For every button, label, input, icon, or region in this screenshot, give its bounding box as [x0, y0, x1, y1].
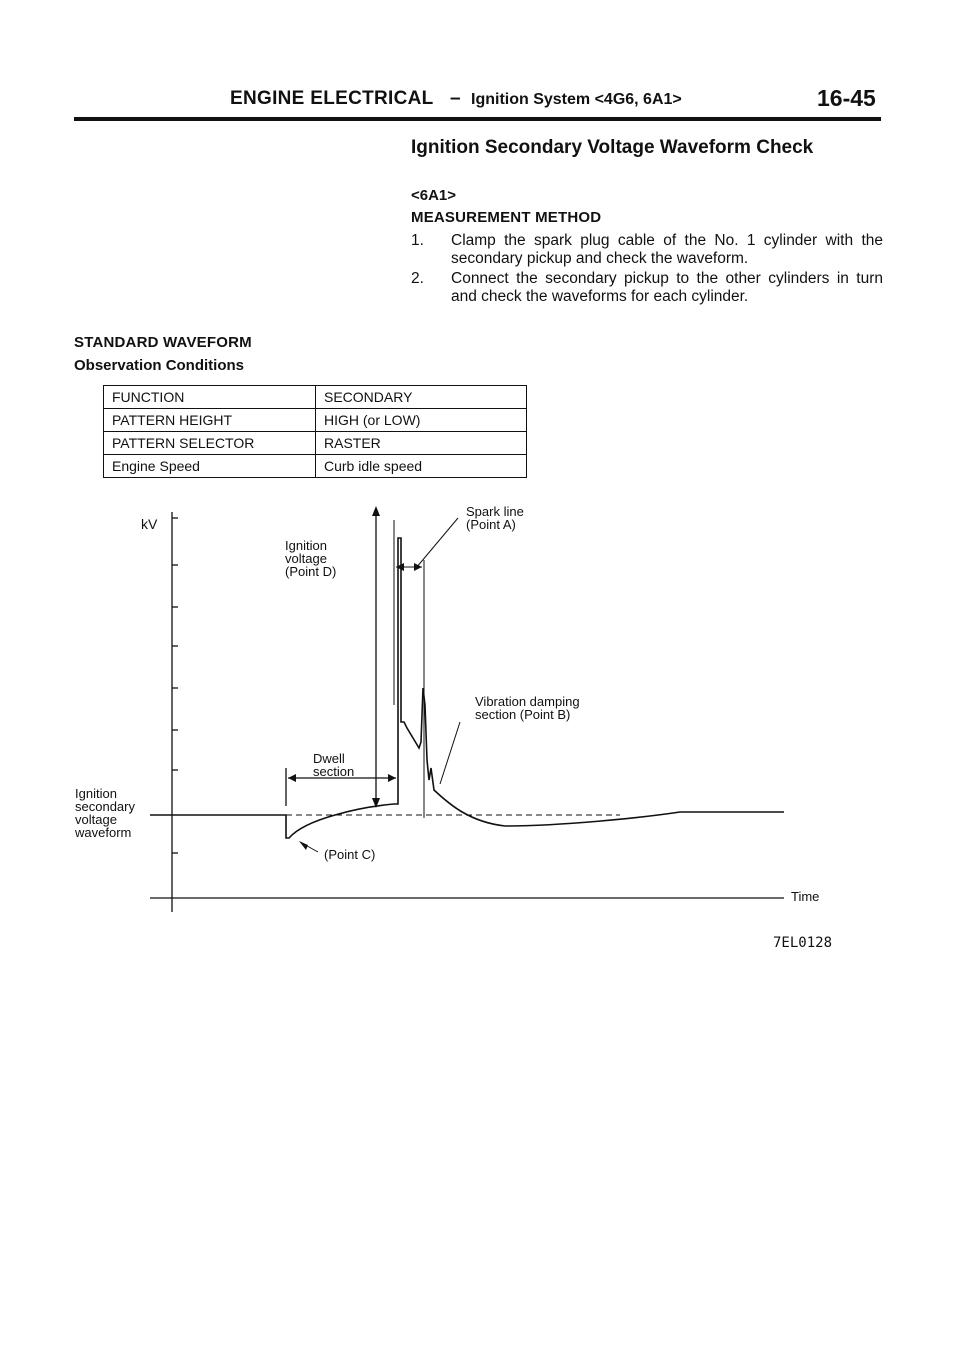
method-step — [411, 270, 883, 310]
page-number: 16-45 — [817, 85, 876, 111]
spark-line-label: Spark line (Point A) — [466, 504, 524, 532]
table-cell-value: Curb idle speed — [316, 455, 527, 478]
observation-conditions-table — [103, 385, 527, 478]
vibration-damping-label: Vibration damping section (Point B) — [475, 694, 580, 722]
header-subsection: Ignition System <4G6, 6A1> — [471, 91, 682, 108]
table-cell-value: RASTER — [316, 432, 527, 455]
engine-code: <6A1> — [411, 187, 457, 204]
step-text: Connect the secondary pickup to the other cylinders in turn and check the waveforms for each cylinder. — [451, 270, 883, 305]
x-axis-label: Time — [791, 889, 820, 904]
table-cell-item: FUNCTION — [104, 386, 316, 409]
table-cell-value: HIGH (or LOW) — [316, 409, 527, 432]
header-separator: – — [450, 88, 461, 109]
waveform-label: Ignition secondary voltage waveform — [75, 786, 135, 840]
table-cell-value: SECONDARY — [316, 386, 527, 409]
step-text: Clamp the spark plug cable of the No. 1 cylinder with the secondary pickup and check the waveform. — [451, 232, 883, 267]
table-cell-item: PATTERN SELECTOR — [104, 432, 316, 455]
ignition-voltage-label: Ignition voltage (Point D) — [285, 538, 337, 579]
standard-waveform-title: STANDARD WAVEFORM — [74, 334, 252, 351]
spark-line-leader — [416, 518, 458, 568]
method-step — [411, 232, 883, 272]
y-axis-ticks — [172, 518, 178, 853]
table-row — [104, 455, 527, 478]
dwell-section-label: Dwell section — [313, 751, 355, 779]
measurement-method-title: MEASUREMENT METHOD — [411, 209, 602, 226]
table-row — [104, 409, 527, 432]
step-number: 2. — [411, 270, 424, 287]
header-section-title: ENGINE ELECTRICAL — [230, 88, 434, 109]
table-row — [104, 386, 527, 409]
vibration-leader — [440, 722, 460, 784]
table-cell-item: PATTERN HEIGHT — [104, 409, 316, 432]
header-rule — [74, 117, 881, 121]
table-cell-item: Engine Speed — [104, 455, 316, 478]
table-row — [104, 432, 527, 455]
figure-code: 7EL0128 — [773, 935, 833, 951]
arrow-up-icon — [372, 506, 380, 516]
step-number: 1. — [411, 232, 424, 249]
point-c-label: (Point C) — [324, 847, 376, 862]
observation-conditions-title: Observation Conditions — [74, 357, 245, 374]
section-title: Ignition Secondary Voltage Waveform Check — [411, 137, 814, 158]
waveform-trace — [150, 538, 784, 838]
y-axis-unit: kV — [141, 516, 158, 532]
